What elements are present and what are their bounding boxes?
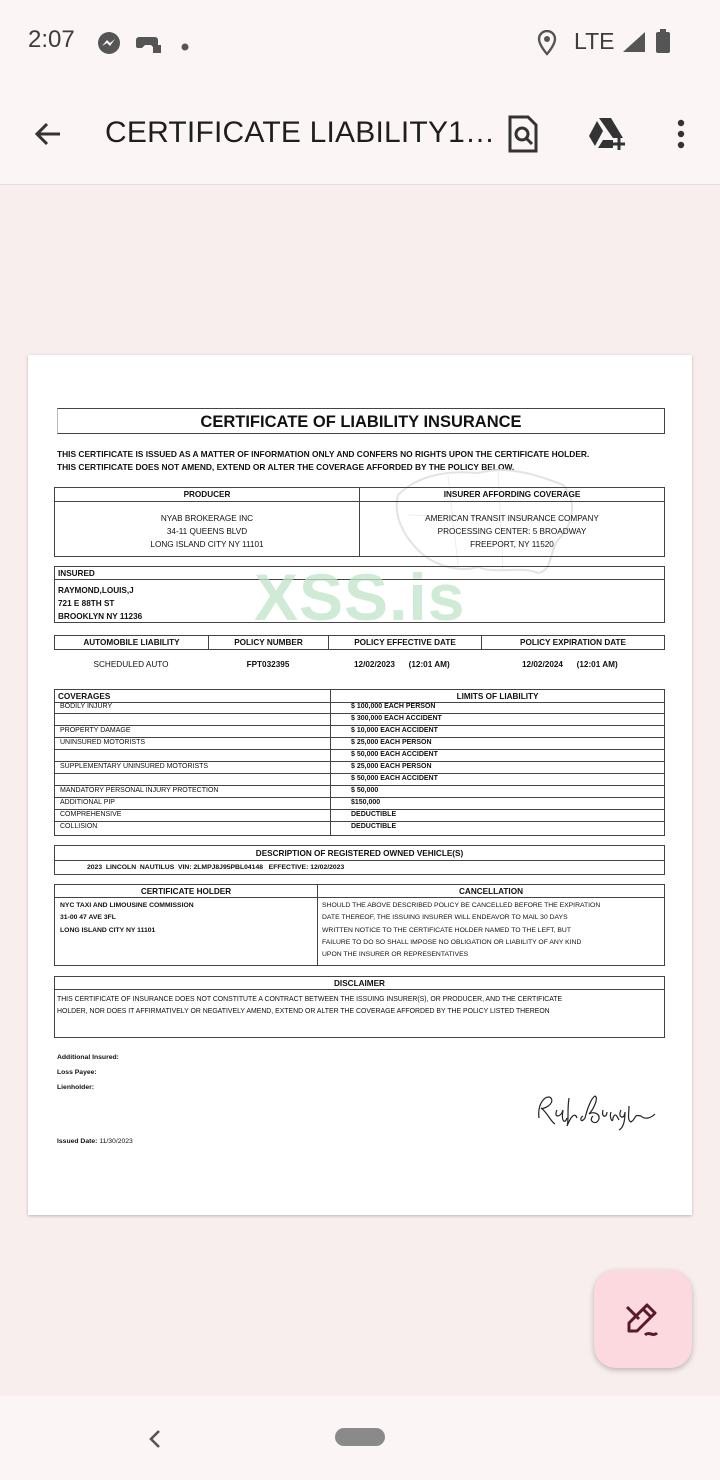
coverage-limit: $ 100,000 EACH PERSON: [351, 703, 436, 710]
producer-header: PRODUCER: [183, 490, 231, 499]
issued-date: [57, 1138, 133, 1145]
coverage-limit: DEDUCTIBLE: [351, 811, 397, 818]
coverage-limit: $ 300,000 EACH ACCIDENT: [351, 715, 442, 722]
coverage-limit: $ 25,000 EACH PERSON: [351, 739, 432, 746]
policy-header-row: [54, 635, 665, 650]
app-bar: [0, 84, 720, 185]
notification-dot-icon: [181, 38, 189, 56]
producer-address: [55, 512, 359, 551]
coverage-limit: $ 50,000 EACH ACCIDENT: [351, 751, 438, 758]
coverage-row: [55, 822, 664, 833]
cancellation-line: SHOULD THE ABOVE DESCRIBED POLICY BE CANCELLED BEFORE THE EXPIRATION: [322, 902, 601, 909]
coverage-name: SUPPLEMENTARY UNINSURED MOTORISTS: [60, 763, 209, 770]
coverage-row: [55, 762, 664, 774]
holder-name: NYC TAXI AND LIMOUSINE COMMISSION: [60, 902, 194, 909]
coverage-row: [55, 714, 664, 726]
holder-address: [60, 900, 194, 937]
coverage-row: [55, 738, 664, 750]
status-time: 2:07: [28, 26, 75, 53]
find-in-document-button[interactable]: [497, 108, 549, 160]
auto-liability-value: SCHEDULED AUTO: [93, 660, 169, 669]
cancellation-line: FAILURE TO DO SO SHALL IMPOSE NO OBLIGATION OR LIABILITY OF ANY KIND: [322, 938, 582, 946]
holder-cancellation-box: [54, 884, 665, 966]
document-title: CERTIFICATE LIABILITY1…: [105, 116, 496, 149]
insurer-city: FREEPORT, NY 11520: [470, 540, 554, 549]
add-to-drive-icon: [586, 116, 628, 152]
more-vert-icon: [677, 119, 685, 149]
disclaimer-text: [57, 994, 562, 1019]
coverage-name: UNINSURED MOTORISTS: [60, 739, 146, 746]
coverage-limit: $ 50,000 EACH ACCIDENT: [351, 775, 438, 782]
intro-line-1: THIS CERTIFICATE IS ISSUED AS A MATTER OF INFORMATION ONLY AND CONFERS NO RIGHTS UPON THE CERTIFICATE HOLDER.: [57, 449, 590, 459]
issued-date-label: Issued Date:: [57, 1138, 98, 1145]
insurer-header: INSURER AFFORDING COVERAGE: [443, 490, 581, 499]
cancellation-text: [322, 900, 600, 961]
coverage-name: MANDATORY PERSONAL INJURY PROTECTION: [60, 787, 219, 794]
additional-insured-label: Additional Insured:: [57, 1054, 119, 1061]
coverage-name: BODILY INJURY: [60, 703, 113, 710]
producer-insurer-box: [54, 487, 665, 557]
limits-header: LIMITS OF LIABILITY: [456, 692, 539, 701]
insurer-name: AMERICAN TRANSIT INSURANCE COMPANY: [425, 514, 599, 523]
coverage-name: PROPERTY DAMAGE: [60, 727, 131, 734]
location-icon: [537, 30, 557, 61]
coverage-limit: $150,000: [351, 799, 381, 806]
vehicle-header: DESCRIPTION OF REGISTERED OWNED VEHICLE(S): [255, 849, 464, 858]
cancellation-header: CANCELLATION: [459, 887, 523, 896]
disclaimer-line-1: THIS CERTIFICATE OF INSURANCE DOES NOT CONSTITUTE A CONTRACT BETWEEN THE ISSUING INSURER(S), OR PRODUCER, AND THE CERTIFICATE: [57, 996, 563, 1003]
producer-name: NYAB BROKERAGE INC: [160, 514, 254, 523]
expiration-date-value: 12/02/2024 (12:01 AM): [522, 660, 618, 669]
coverage-name: COMPREHENSIVE: [60, 811, 122, 818]
insured-name: RAYMOND,LOUIS,J: [58, 586, 134, 595]
coverage-row: [55, 774, 664, 786]
producer-city: LONG ISLAND CITY NY 11101: [150, 540, 264, 549]
coverage-limit: $ 10,000 EACH ACCIDENT: [351, 727, 438, 734]
disclaimer-line-2: HOLDER, NOR DOES IT AFFIRMATIVELY OR NEGATIVELY AMEND, EXTEND OR ALTER THE COVERAGE AFFORDED BY THE POLICY LISTED THEREON: [57, 1008, 550, 1016]
holder-street: 31-00 47 AVE 3FL: [60, 914, 116, 922]
annotate-button[interactable]: [594, 1270, 692, 1368]
more-options-button[interactable]: [655, 108, 707, 160]
loss-payee-label: Loss Payee:: [57, 1069, 97, 1076]
home-pill[interactable]: [335, 1428, 385, 1446]
holder-city: LONG ISLAND CITY NY 11101: [60, 926, 156, 934]
status-bar: [0, 0, 720, 84]
messenger-icon: [96, 30, 122, 61]
coverages-header: COVERAGES: [58, 692, 111, 701]
disclaimer-box: [54, 976, 665, 1038]
network-type: LTE: [574, 28, 615, 54]
insured-street: 721 E 88TH ST: [58, 599, 115, 608]
additional-parties: [57, 1050, 119, 1095]
back-arrow-icon: [32, 118, 64, 150]
coverage-row: [55, 702, 664, 714]
signal-icon: [622, 31, 646, 58]
coverage-limit: $ 25,000 EACH PERSON: [351, 763, 432, 770]
vehicle-line: 2023 LINCOLN NAUTILUS VIN: 2LMPJ8J95PBL04148 EFFECTIVE: 12/02/2023: [87, 864, 345, 871]
document-page[interactable]: [28, 355, 692, 1215]
battery-icon: [656, 29, 670, 58]
insured-address: [58, 584, 142, 623]
nav-back-icon: [140, 1424, 170, 1454]
cancellation-line: UPON THE INSURER OR REPRESENTATIVES: [322, 951, 469, 959]
lienholder-label: Lienholder:: [57, 1084, 95, 1091]
effective-date-header: POLICY EFFECTIVE DATE: [354, 638, 456, 647]
navigation-bar: [0, 1396, 720, 1480]
add-to-drive-button[interactable]: [581, 108, 633, 160]
coverage-row: [55, 786, 664, 798]
search-document-icon: [506, 115, 540, 153]
cancellation-line: WRITTEN NOTICE TO THE CERTIFICATE HOLDER NAMED TO THE LEFT, BUT: [322, 926, 571, 934]
insured-header: INSURED: [58, 569, 95, 578]
coverage-row: [55, 750, 664, 762]
coverage-row: [55, 726, 664, 738]
expiration-date-header: POLICY EXPIRATION DATE: [520, 638, 626, 647]
insurer-street: PROCESSING CENTER: 5 BROADWAY: [437, 527, 587, 536]
vehicle-box: [54, 845, 665, 875]
intro-line-2: THIS CERTIFICATE DOES NOT AMEND, EXTEND OR ALTER THE COVERAGE AFFORDED BY THE POLICY BELOW.: [57, 462, 515, 472]
coverages-table: [54, 689, 665, 836]
coverage-row: [55, 798, 664, 810]
cancellation-line: DATE THEREOF, THE ISSUING INSURER WILL ENDEAVOR TO MAIL 30 DAYS: [322, 914, 568, 922]
signature: [533, 1088, 663, 1132]
certificate-title: CERTIFICATE OF LIABILITY INSURANCE: [57, 408, 665, 434]
disclaimer-header: DISCLAIMER: [334, 979, 385, 988]
auto-liability-header: AUTOMOBILE LIABILITY: [83, 638, 180, 647]
coverage-limit: DEDUCTIBLE: [351, 823, 397, 830]
effective-date-value: 12/02/2023 (12:01 AM): [354, 660, 450, 669]
coverage-name: COLLISION: [60, 823, 98, 830]
pen-edit-icon: [623, 1299, 663, 1339]
coverage-limit: $ 50,000: [351, 787, 379, 794]
coverage-row: [55, 810, 664, 822]
policy-number-value: FPT032395: [246, 660, 290, 669]
insurer-address: [360, 512, 664, 551]
issued-date-value: 11/30/2023: [99, 1138, 133, 1145]
coverage-name: ADDITIONAL PIP: [60, 799, 115, 806]
nav-back-button[interactable]: [140, 1424, 170, 1454]
insured-city: BROOKLYN NY 11236: [58, 612, 143, 621]
game-controller-icon: [136, 31, 162, 60]
back-button[interactable]: [22, 108, 74, 160]
watermark: XSS.is: [254, 560, 466, 634]
holder-header: CERTIFICATE HOLDER: [140, 887, 232, 896]
policy-number-header: POLICY NUMBER: [234, 638, 303, 647]
producer-street: 34-11 QUEENS BLVD: [166, 527, 248, 536]
